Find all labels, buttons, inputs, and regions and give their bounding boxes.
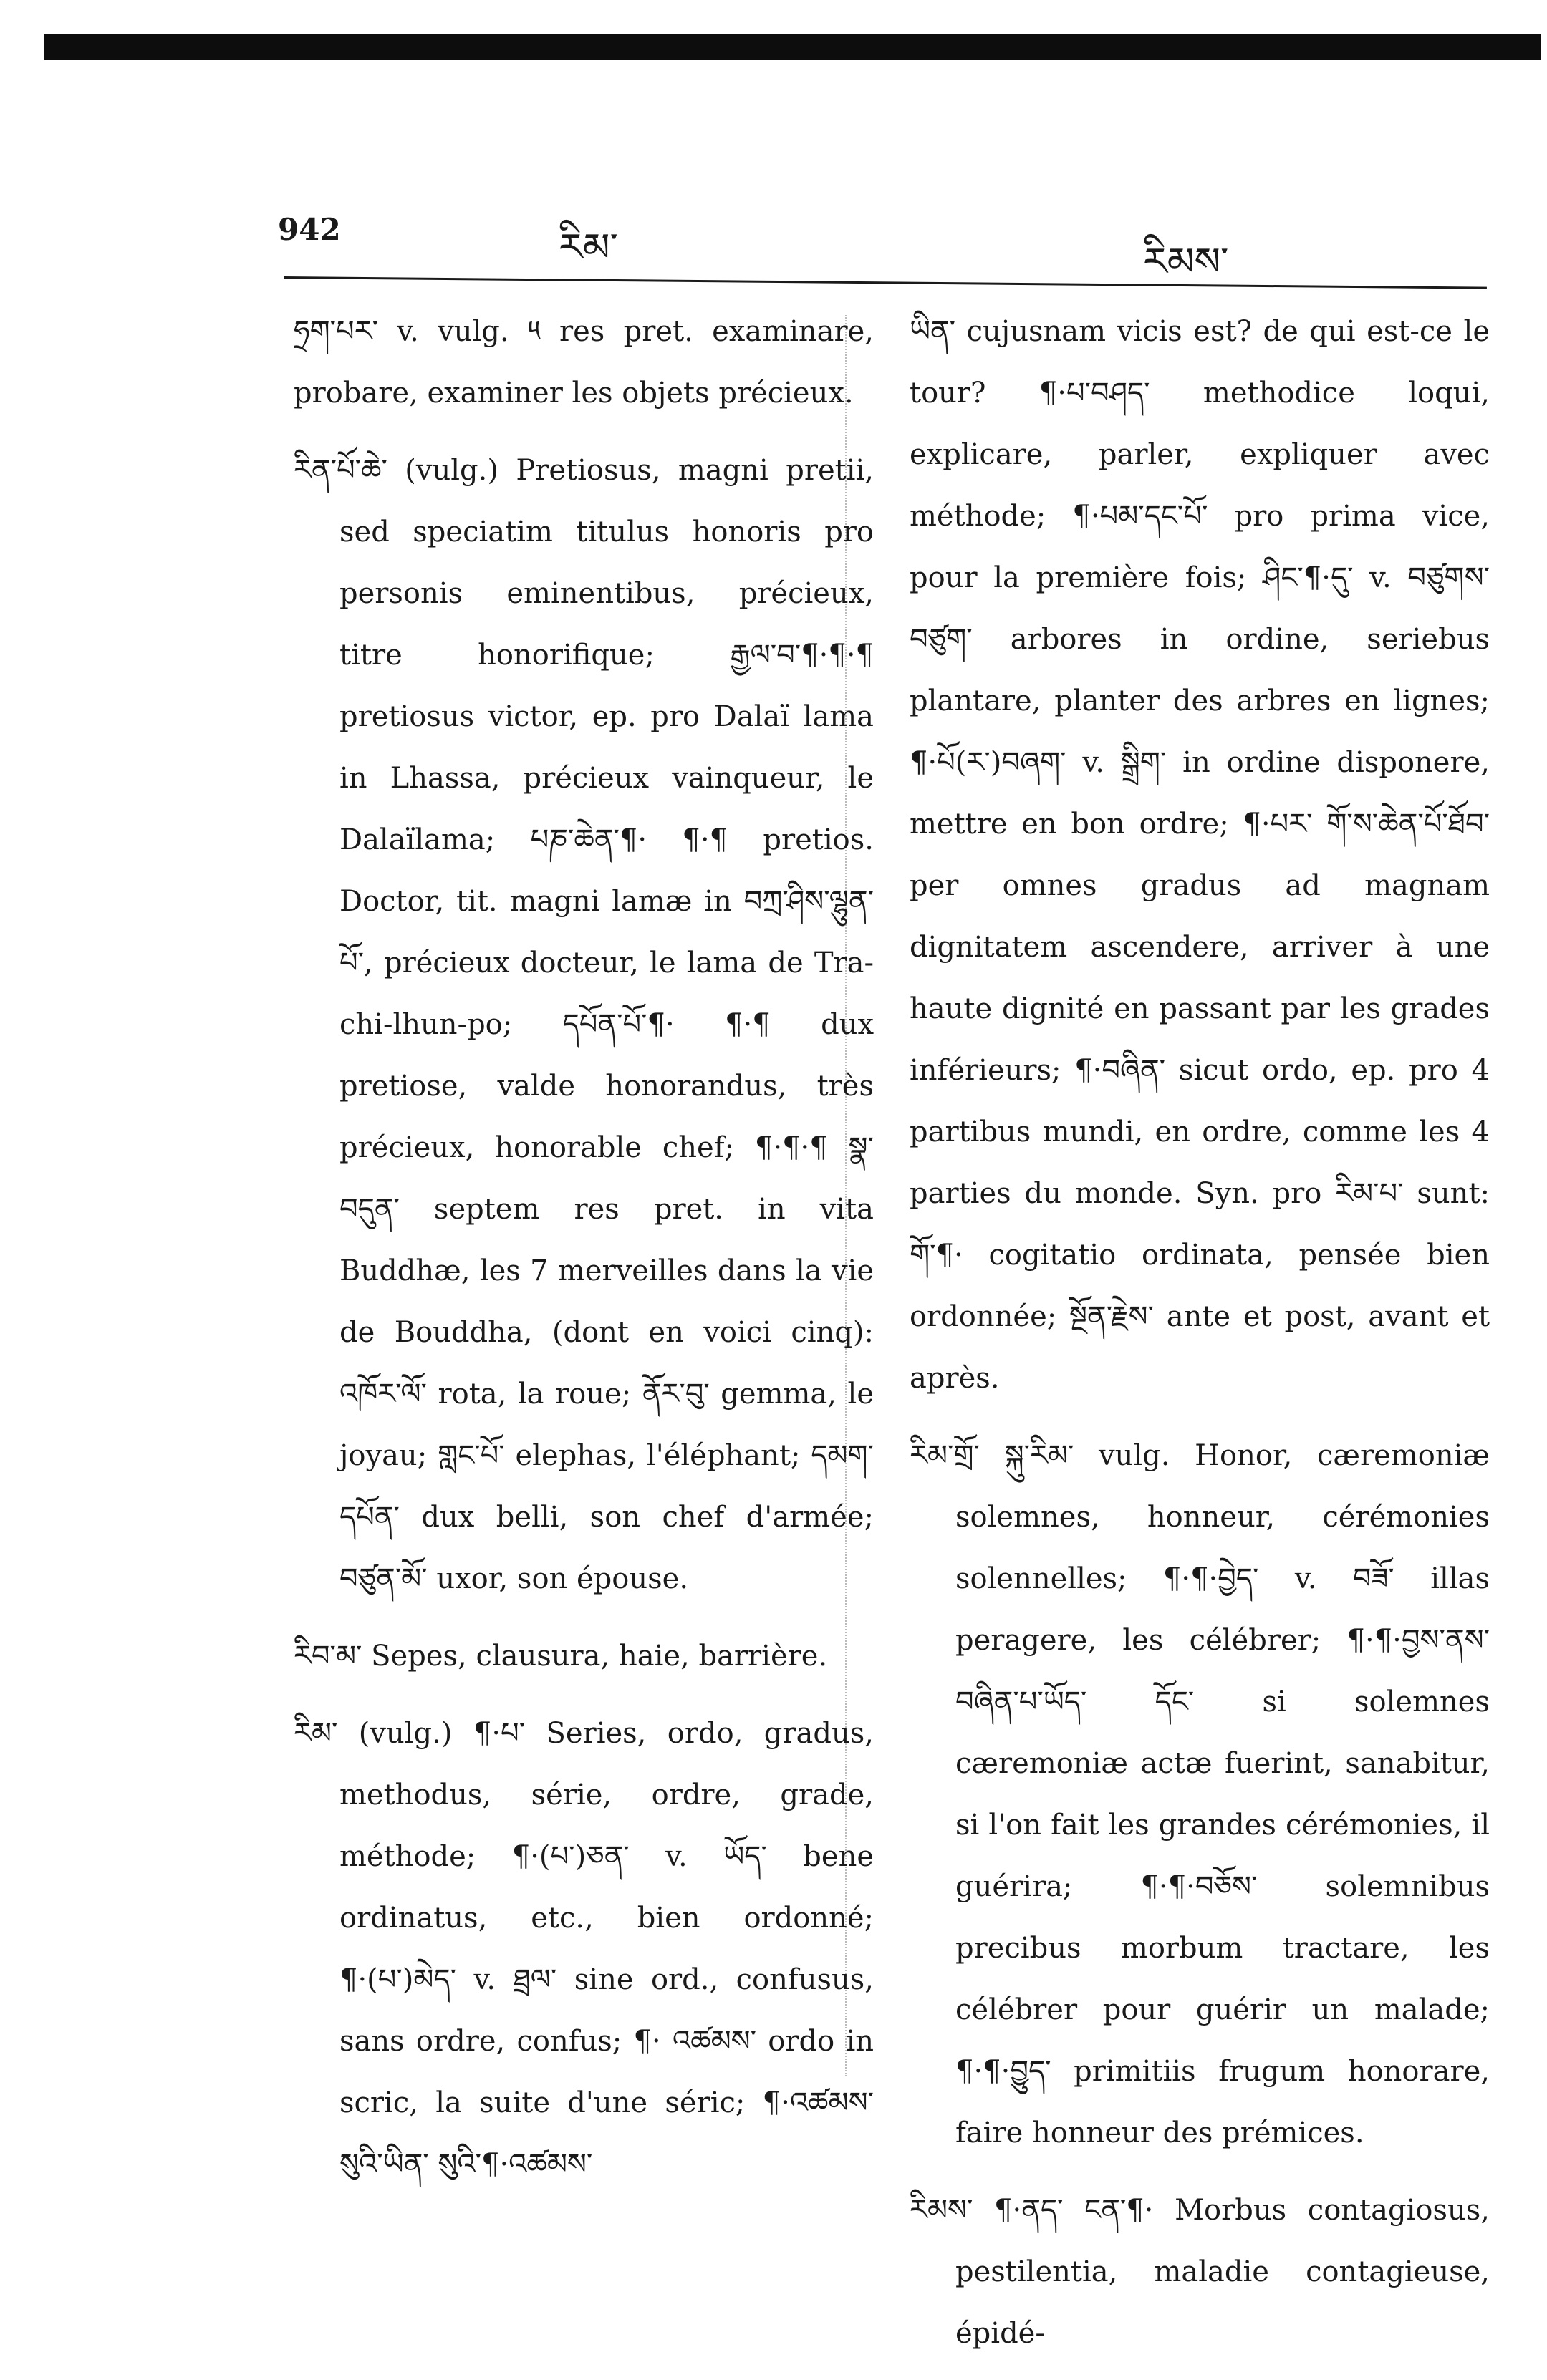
left-headword: རིམ་ — [559, 225, 618, 270]
entry-paragraph: རིན་པོ་ཆེ་ (vulg.) Pretiosus, magni pretii, sed speciatim titulus honoris pro personis eminentibus, précieux, titre honorifique; རྒྱལ་བ་¶·¶·¶ pretiosus victor, ep. pro Dalaï lama in Lhassa, précieux vainqueur, le Dalaïlama; པཎ་ཆེན་¶· ¶·¶ pretios. Doctor, tit. magni lamæ in བཀྲ་ཤིས་ལྷུན་པོ་, précieux docteur, le lama de Tra-chi-lhun-po; དཔོན་པོ་¶· ¶·¶ dux pretiose, valde honorandus, très précieux, honorable chef; ¶·¶·¶ སྣ་བདུན་ septem res pret. in vita Buddhæ, les 7 merveilles dans la vie de Bouddha, (dont en voici cinq): འཁོར་ལོ་ rota, la roue; ནོར་བུ་ gemma, le joyau; གླང་པོ་ elephas, l'éléphant; དམག་དཔོན་ dux belli, son chef d'armée; བཙུན་མོ་ uxor, son épouse. — [294, 454, 874, 1595]
left-column — [294, 301, 874, 2211]
entry-paragraph: ཡིན་ cujusnam vicis est? de qui est-ce le tour? ¶·པ་བཤད་ methodice loqui, explicare, parler, expliquer avec méthode; ¶·པམ་དང་པོ་ pro prima vice, pour la première fois; ཤིང་¶·དུ་ v. བཙུགས་ བཙུག་ arbores in ordine, seriebus plantare, planter des arbres en lignes; ¶·པོ(ར་)བཞག་ v. སྒྲིག་ in ordine disponere, mettre en bon ordre; ¶·པར་ གོ་ས་ཆེན་པོ་ཐོབ་ per omnes gradus ad magnam dignitatem ascendere, arriver à une haute dignité en passant par les grades inférieurs; ¶·བཞིན་ sicut ordo, ep. pro 4 partibus mundi, en ordre, comme les 4 parties du monde. Syn. pro རིམ་པ་ sunt: གོ་¶· cogitatio ordinata, pensée bien ordonnée; སྔོན་རྗེས་ ante et post, avant et après. — [910, 315, 1490, 1395]
right-headword: རིམས་ — [1143, 239, 1229, 284]
right-column — [910, 301, 1490, 2380]
header-rule — [284, 276, 1487, 289]
entry-paragraph: རིམས་ ¶·ནད་ ངན་¶· Morbus contagiosus, pestilentia, maladie contagieuse, épidé- — [910, 2194, 1490, 2350]
entry-paragraph: ཧྲག་པར་ v. vulg. ༥ res pret. examinare, probare, examiner les objets précieux. — [294, 315, 874, 410]
top-border-bar — [44, 34, 1541, 60]
entry-paragraph: རིམ་གྲོ་ སྐུ་རིམ་ vulg. Honor, cæremoniæ solemnes, honneur, cérémonies solennelles; ¶·¶·བྱེད་ v. བཟོ་ illas peragere, les célébrer; ¶·¶·བྱས་ནས་བཞིན་པ་ཡོད་ དོང་ si solemnes cæremoniæ actæ fuerint, sanabitur, si l'on fait les grandes cérémonies, il guérira; ¶·¶·བཅོས་ solemnibus precibus morbum tractare, les célébrer pour guérir un malade; ¶·¶·བྱུད་ primitiis frugum honorare, faire honneur des prémices. — [910, 1439, 1490, 2149]
entry-paragraph: རིབ་མ་ Sepes, clausura, haie, barrière. — [294, 1640, 828, 1673]
page-number: 942 — [278, 212, 341, 247]
entry-paragraph: རིམ་ (vulg.) ¶·པ་ Series, ordo, gradus, methodus, série, ordre, grade, méthode; ¶·(པ་)ཅན་ v. ཡོད་ bene ordinatus, etc., bien ordonné; ¶·(པ་)མེད་ v. ཐྲལ་ sine ord., confusus, sans ordre, confus; ¶· འཚམས་ ordo in scric, la suite d'une séric; ¶·འཚམས་སུའི་ཡིན་ སུའི་¶·འཚམས་ — [294, 1717, 874, 2181]
